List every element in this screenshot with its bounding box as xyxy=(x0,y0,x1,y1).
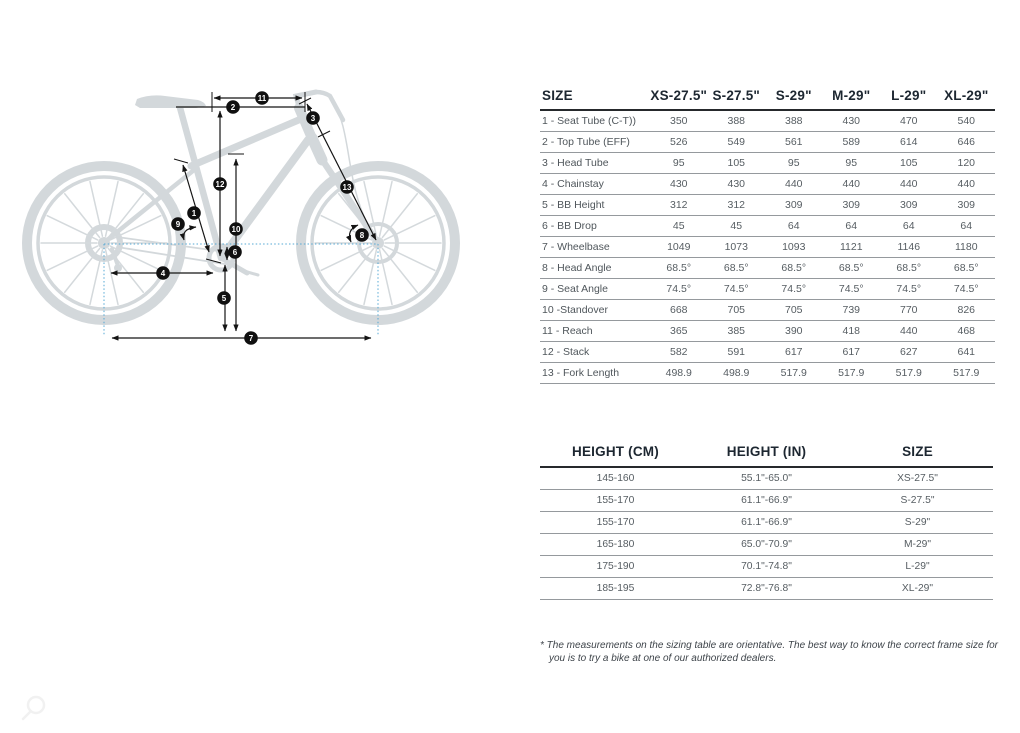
row-value: 55.1"-65.0" xyxy=(691,467,842,490)
row-value: 74.5° xyxy=(938,279,996,300)
table-row xyxy=(540,342,995,363)
row-label: 10 -Standover xyxy=(540,300,650,321)
row-value: 95 xyxy=(823,153,881,174)
diagram-marker-13 xyxy=(340,180,354,194)
svg-text:7: 7 xyxy=(248,333,254,343)
table-row xyxy=(540,195,995,216)
row-value: 627 xyxy=(880,342,938,363)
svg-text:11: 11 xyxy=(257,93,267,103)
row-label: 6 - BB Drop xyxy=(540,216,650,237)
row-value: 68.5° xyxy=(823,258,881,279)
guide-lines xyxy=(104,244,378,336)
svg-text:9: 9 xyxy=(175,219,181,229)
row-value: 826 xyxy=(938,300,996,321)
row-value: 385 xyxy=(708,321,766,342)
diagram-marker-4 xyxy=(156,266,170,280)
svg-text:13: 13 xyxy=(342,182,352,192)
row-value: XS-27.5" xyxy=(842,467,993,490)
row-value: 430 xyxy=(823,110,881,132)
row-value: 517.9 xyxy=(823,363,881,384)
row-value: 68.5° xyxy=(708,258,766,279)
table-row xyxy=(540,512,993,534)
row-value: XL-29" xyxy=(842,578,993,600)
svg-text:10: 10 xyxy=(231,224,241,234)
diagram-marker-8 xyxy=(355,228,369,242)
row-label: 9 - Seat Angle xyxy=(540,279,650,300)
row-value: 68.5° xyxy=(650,258,708,279)
row-value: 95 xyxy=(650,153,708,174)
diagram-marker-1 xyxy=(187,206,201,220)
row-value: 72.8"-76.8" xyxy=(691,578,842,600)
row-value: 440 xyxy=(880,174,938,195)
row-value: 582 xyxy=(650,342,708,363)
table-row xyxy=(540,556,993,578)
row-value: 468 xyxy=(938,321,996,342)
row-value: S-29" xyxy=(842,512,993,534)
diagram-marker-7 xyxy=(244,331,258,345)
row-value: 1049 xyxy=(650,237,708,258)
row-value: 540 xyxy=(938,110,996,132)
svg-text:4: 4 xyxy=(160,268,166,278)
row-value: M-29" xyxy=(842,534,993,556)
geometry-table xyxy=(540,86,995,384)
diagram-marker-10 xyxy=(229,222,243,236)
table-row xyxy=(540,110,995,132)
row-value: 1146 xyxy=(880,237,938,258)
svg-text:3: 3 xyxy=(310,113,316,123)
bike-silhouette xyxy=(27,92,455,320)
row-value: 418 xyxy=(823,321,881,342)
row-value: 61.1"-66.9" xyxy=(691,490,842,512)
row-value: 440 xyxy=(880,321,938,342)
table-row xyxy=(540,300,995,321)
diagram-marker-5 xyxy=(217,291,231,305)
row-value: 312 xyxy=(650,195,708,216)
geometry-col-header-4: L-29" xyxy=(880,86,938,110)
geometry-col-header-5: XL-29" xyxy=(938,86,996,110)
row-value: 309 xyxy=(765,195,823,216)
zoom-control[interactable] xyxy=(0,688,60,728)
sizing-col-header-2: SIZE xyxy=(842,441,993,467)
table-row xyxy=(540,132,995,153)
row-value: 705 xyxy=(708,300,766,321)
geometry-col-header-2: S-29" xyxy=(765,86,823,110)
row-value: 155-170 xyxy=(540,512,691,534)
magnifier-icon xyxy=(0,688,60,728)
row-value: 646 xyxy=(938,132,996,153)
bike-geometry-diagram xyxy=(0,60,470,360)
row-value: 312 xyxy=(708,195,766,216)
svg-text:2: 2 xyxy=(230,102,236,112)
table-row xyxy=(540,258,995,279)
row-value: 365 xyxy=(650,321,708,342)
svg-text:6: 6 xyxy=(232,247,238,257)
row-value: 440 xyxy=(938,174,996,195)
sizing-col-header-0: HEIGHT (CM) xyxy=(540,441,691,467)
row-value: 739 xyxy=(823,300,881,321)
row-value: 388 xyxy=(765,110,823,132)
row-value: 770 xyxy=(880,300,938,321)
row-value: 95 xyxy=(765,153,823,174)
row-value: 155-170 xyxy=(540,490,691,512)
geometry-col-header-3: M-29" xyxy=(823,86,881,110)
row-value: 45 xyxy=(650,216,708,237)
row-value: 74.5° xyxy=(765,279,823,300)
table-row xyxy=(540,467,993,490)
row-value: L-29" xyxy=(842,556,993,578)
row-value: 68.5° xyxy=(880,258,938,279)
row-value: 498.9 xyxy=(708,363,766,384)
geometry-col-header-0: XS-27.5" xyxy=(650,86,708,110)
svg-text:5: 5 xyxy=(221,293,227,303)
row-label: 4 - Chainstay xyxy=(540,174,650,195)
table-row xyxy=(540,321,995,342)
table-row xyxy=(540,279,995,300)
row-value: 526 xyxy=(650,132,708,153)
row-value: 430 xyxy=(708,174,766,195)
row-value: 45 xyxy=(708,216,766,237)
sizing-footnote: * The measurements on the sizing table are orientative. The best way to know the correct frame size for you is to try a bike at one of our authorized dealers. xyxy=(540,640,998,664)
diagram-marker-3 xyxy=(306,111,320,125)
row-value: 440 xyxy=(823,174,881,195)
row-value: 517.9 xyxy=(765,363,823,384)
row-value: 1073 xyxy=(708,237,766,258)
row-label: 5 - BB Height xyxy=(540,195,650,216)
row-value: 64 xyxy=(823,216,881,237)
row-value: 350 xyxy=(650,110,708,132)
row-value: 1093 xyxy=(765,237,823,258)
row-value: 470 xyxy=(880,110,938,132)
row-label: 7 - Wheelbase xyxy=(540,237,650,258)
table-row xyxy=(540,490,993,512)
row-label: 13 - Fork Length xyxy=(540,363,650,384)
diagram-marker-6 xyxy=(228,245,242,259)
row-value: 549 xyxy=(708,132,766,153)
row-value: 309 xyxy=(938,195,996,216)
row-value: 517.9 xyxy=(880,363,938,384)
diagram-marker-2 xyxy=(226,100,240,114)
table-row xyxy=(540,174,995,195)
sizing-col-header-1: HEIGHT (IN) xyxy=(691,441,842,467)
row-value: 74.5° xyxy=(823,279,881,300)
row-value: 74.5° xyxy=(880,279,938,300)
row-value: 68.5° xyxy=(765,258,823,279)
row-value: 145-160 xyxy=(540,467,691,490)
svg-text:8: 8 xyxy=(359,230,365,240)
row-value: 668 xyxy=(650,300,708,321)
sizing-header-row xyxy=(540,441,993,467)
row-value: 70.1"-74.8" xyxy=(691,556,842,578)
table-row xyxy=(540,363,995,384)
row-label: 1 - Seat Tube (C-T)) xyxy=(540,110,650,132)
row-value: 175-190 xyxy=(540,556,691,578)
row-label: 12 - Stack xyxy=(540,342,650,363)
row-value: 309 xyxy=(823,195,881,216)
diagram-marker-12 xyxy=(213,177,227,191)
row-value: 517.9 xyxy=(938,363,996,384)
row-value: 617 xyxy=(823,342,881,363)
row-value: 105 xyxy=(708,153,766,174)
row-value: 1121 xyxy=(823,237,881,258)
row-value: 561 xyxy=(765,132,823,153)
row-value: 74.5° xyxy=(650,279,708,300)
row-label: 2 - Top Tube (EFF) xyxy=(540,132,650,153)
row-value: 74.5° xyxy=(708,279,766,300)
table-row xyxy=(540,578,993,600)
row-value: 120 xyxy=(938,153,996,174)
row-value: 705 xyxy=(765,300,823,321)
row-value: 440 xyxy=(765,174,823,195)
sizing-table xyxy=(540,441,993,600)
diagram-marker-11 xyxy=(255,91,269,105)
row-value: 61.1"-66.9" xyxy=(691,512,842,534)
row-value: 64 xyxy=(765,216,823,237)
row-value: 165-180 xyxy=(540,534,691,556)
table-row xyxy=(540,216,995,237)
row-label: 11 - Reach xyxy=(540,321,650,342)
geometry-header-row xyxy=(540,86,995,110)
row-value: 65.0"-70.9" xyxy=(691,534,842,556)
table-row xyxy=(540,237,995,258)
row-value: S-27.5" xyxy=(842,490,993,512)
row-value: 309 xyxy=(880,195,938,216)
diagram-marker-9 xyxy=(171,217,185,231)
row-value: 591 xyxy=(708,342,766,363)
row-value: 617 xyxy=(765,342,823,363)
svg-text:1: 1 xyxy=(191,208,197,218)
row-value: 1180 xyxy=(938,237,996,258)
row-value: 614 xyxy=(880,132,938,153)
row-label: 8 - Head Angle xyxy=(540,258,650,279)
table-row xyxy=(540,534,993,556)
row-value: 64 xyxy=(880,216,938,237)
geometry-col-header-size: SIZE xyxy=(540,86,650,110)
row-value: 498.9 xyxy=(650,363,708,384)
geometry-col-header-1: S-27.5" xyxy=(708,86,766,110)
row-value: 64 xyxy=(938,216,996,237)
row-value: 641 xyxy=(938,342,996,363)
row-label: 3 - Head Tube xyxy=(540,153,650,174)
row-value: 388 xyxy=(708,110,766,132)
table-row xyxy=(540,153,995,174)
row-value: 105 xyxy=(880,153,938,174)
row-value: 430 xyxy=(650,174,708,195)
row-value: 589 xyxy=(823,132,881,153)
row-value: 68.5° xyxy=(938,258,996,279)
row-value: 390 xyxy=(765,321,823,342)
row-value: 185-195 xyxy=(540,578,691,600)
svg-text:12: 12 xyxy=(215,179,225,189)
